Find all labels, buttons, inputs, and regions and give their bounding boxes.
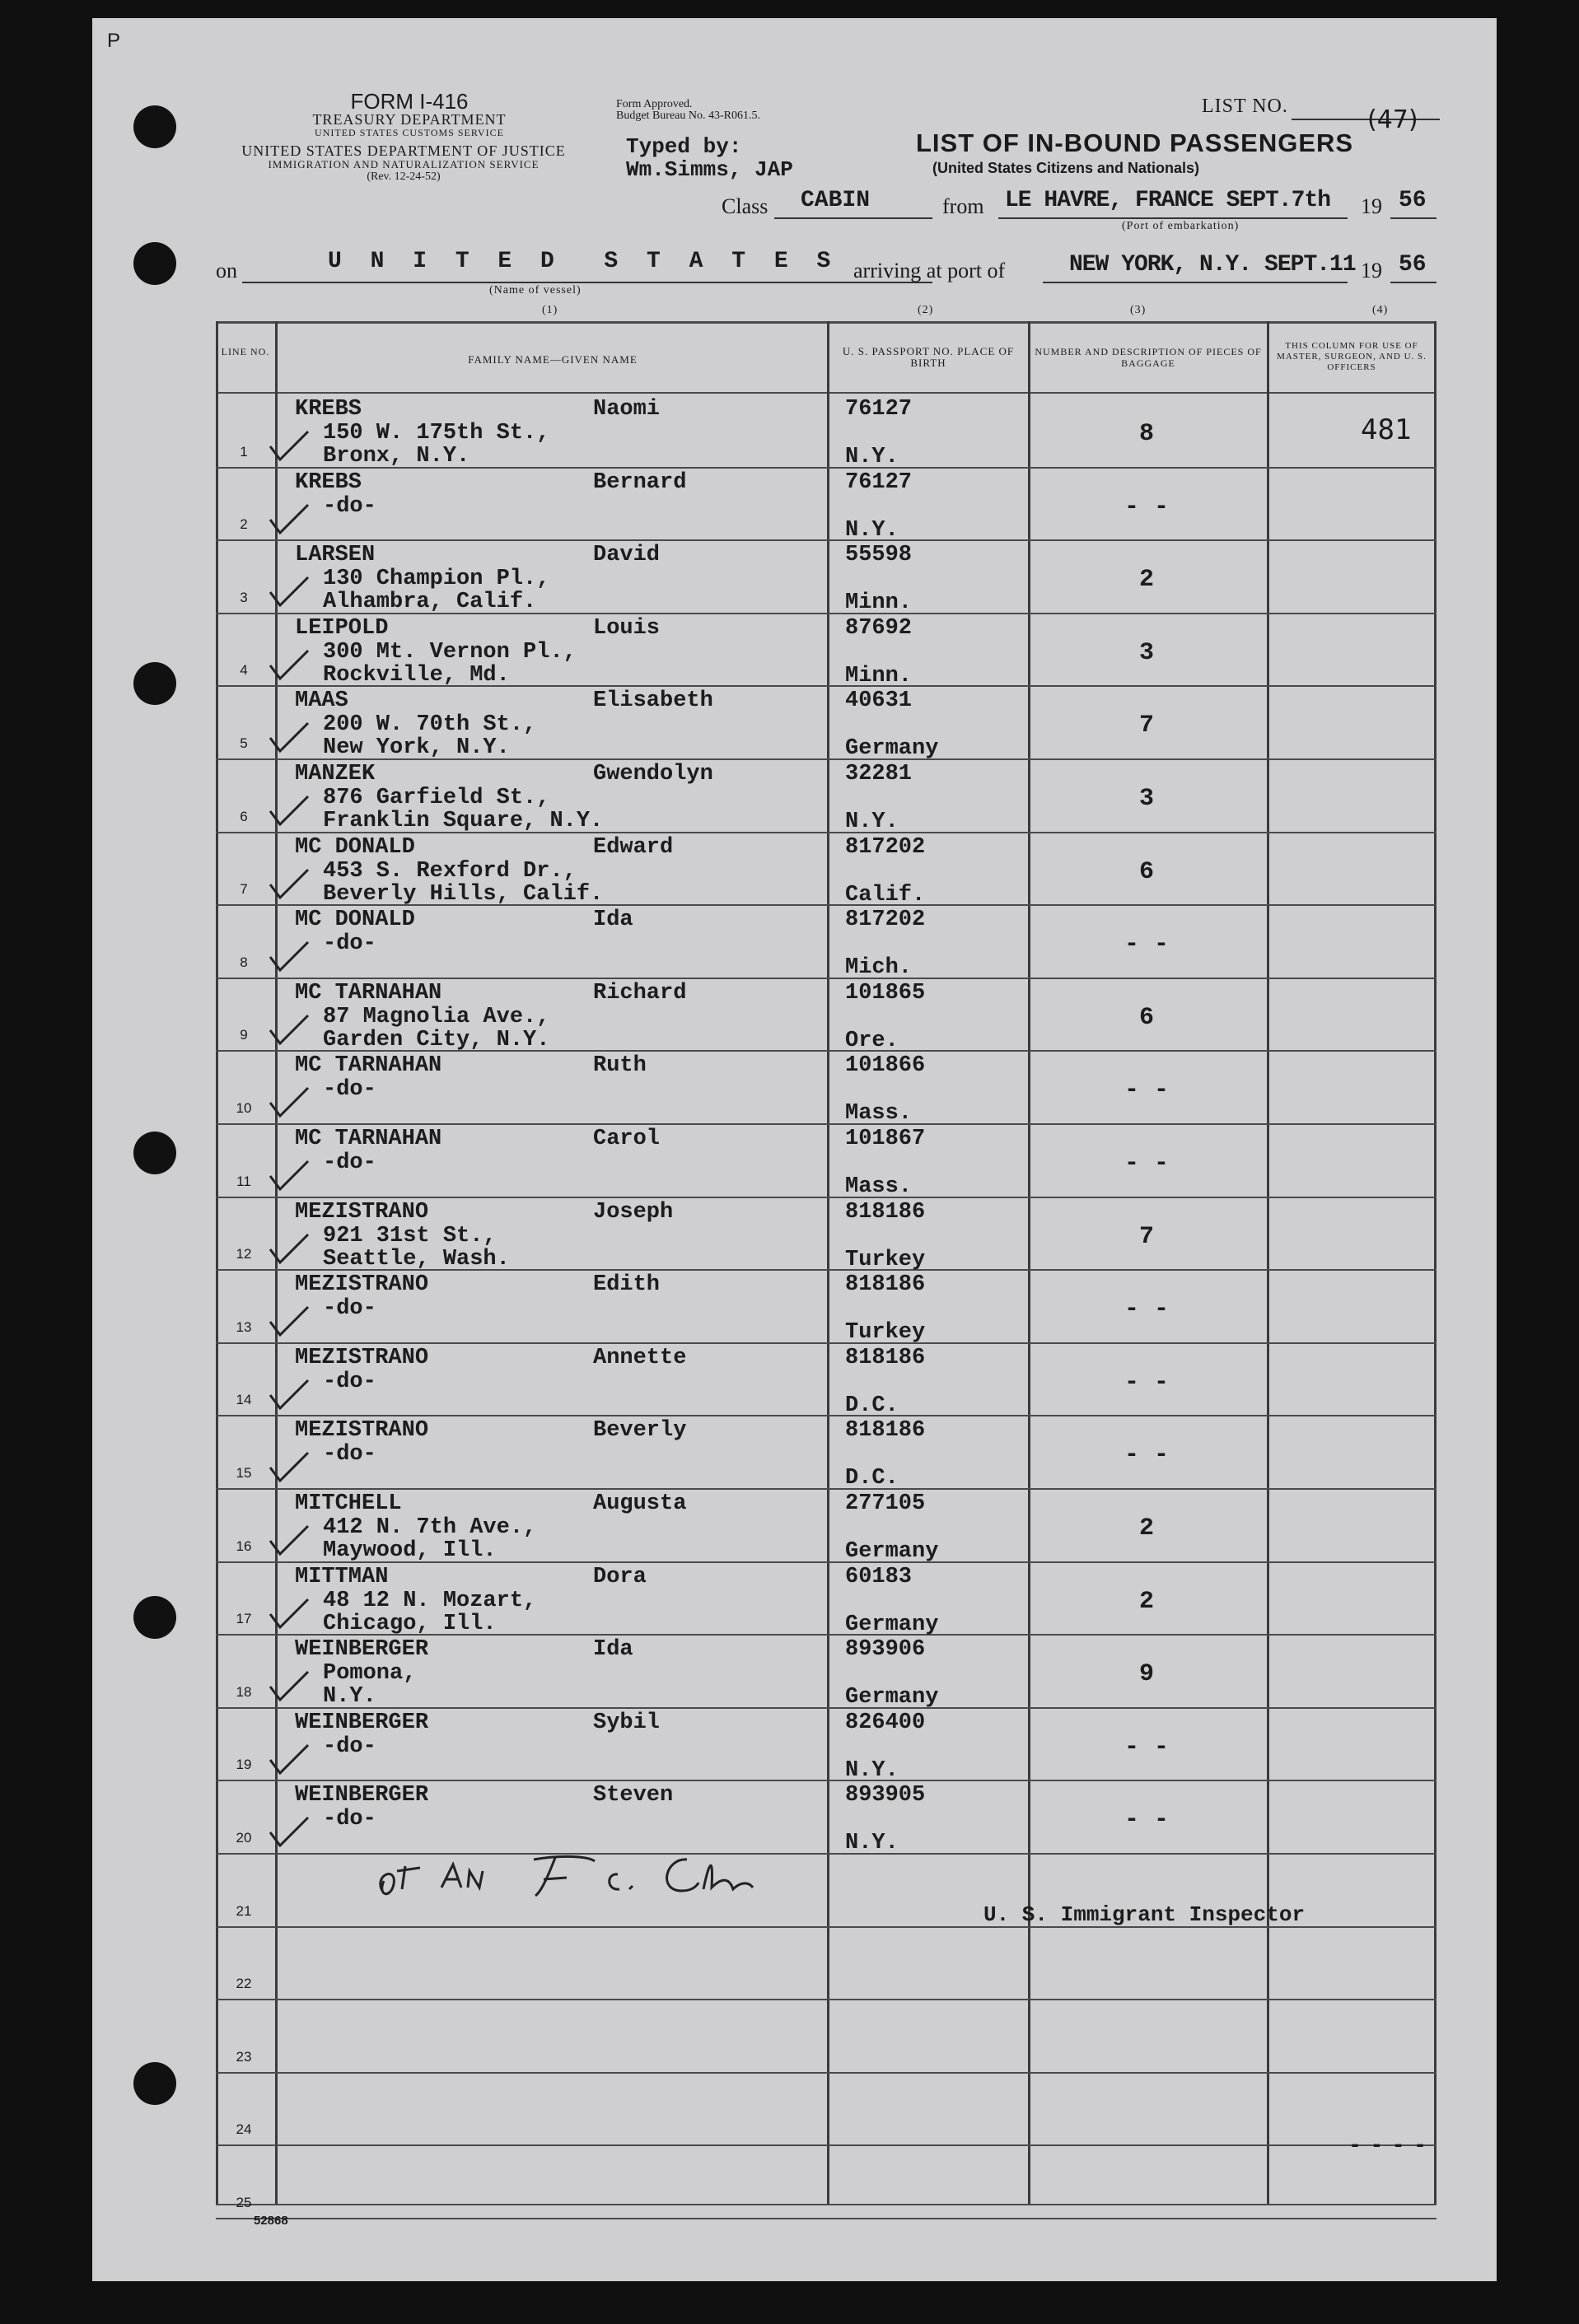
family-name: MC TARNAHAN [295,1127,442,1151]
on-label: on [216,259,237,282]
address-line-1: 130 Champion Pl., [323,567,550,591]
given-name: Ida [593,908,633,932]
column-index-3: (3) [1130,304,1147,316]
col-header-officers: THIS COLUMN FOR USE OF MASTER, SURGEON, AND U. S. OFFICERS [1277,341,1427,372]
family-name: MC DONALD [295,908,415,932]
place-of-birth: Ore. [845,1029,899,1053]
budget-label: Budget Bureau No. 43-R061.5. [616,110,760,122]
justice-block [222,143,585,184]
passport-number: 818186 [845,1272,926,1297]
family-name: WEINBERGER [295,1637,429,1662]
family-name: MITCHELL [295,1491,402,1516]
passport-number: 32281 [845,762,913,786]
place-of-birth: Germany [845,1685,939,1710]
baggage-count: - - [1124,1150,1169,1178]
baggage-count: 2 [1138,566,1154,594]
place-of-birth: N.Y. [845,810,899,834]
family-name: LEIPOLD [295,616,389,641]
passport-number: 101866 [845,1053,926,1078]
arriving-year: 56 [1399,252,1427,278]
checkmark-icon [265,502,311,536]
address-line-1: 453 S. Rexford Dr., [323,859,577,884]
punch-hole [133,1596,176,1639]
passport-number: 101865 [845,981,926,1006]
checkmark-icon [265,1158,311,1192]
family-name: KREBS [295,470,362,495]
given-name: Joseph [593,1200,674,1225]
checkmark-icon [265,428,311,463]
given-name: Naomi [593,397,661,422]
checkmark-icon [265,1668,311,1703]
passport-number: 76127 [845,470,913,495]
checkmark-icon [265,1085,311,1119]
address-line-1: -do- [323,1734,376,1759]
form-approved [616,99,760,122]
checkmark-icon [265,1304,311,1338]
row-separator [216,2144,1437,2146]
given-name: Ida [593,1637,633,1662]
punch-hole [133,242,176,285]
from-year: 56 [1399,188,1427,213]
column-index-1: (1) [542,304,558,316]
address-line-1: -do- [323,1150,376,1175]
address-line-2: New York, N.Y. [323,735,510,760]
given-name: Gwendolyn [593,762,713,786]
baggage-count: 7 [1138,712,1154,740]
address-line-1: 150 W. 175th St., [323,421,550,446]
address-line-1: -do- [323,494,376,519]
baggage-count: 3 [1138,639,1154,667]
checkmark-icon [265,1596,311,1631]
row-separator [216,1415,1437,1416]
family-name: WEINBERGER [295,1710,429,1735]
baggage-count: 8 [1138,420,1154,448]
baggage-count: - - [1124,1806,1169,1834]
address-line-2: Franklin Square, N.Y. [323,809,604,833]
customs-label: UNITED STATES CUSTOMS SERVICE [315,127,504,138]
line-number: 2 [240,516,248,532]
line-number: 7 [240,881,248,897]
baggage-count: - - [1124,1076,1169,1104]
place-of-birth: Turkey [845,1320,926,1345]
checkmark-icon [265,574,311,609]
given-name: Louis [593,616,661,641]
baggage-count: 6 [1138,1004,1154,1032]
family-name: MAAS [295,688,348,713]
place-of-birth: Minn. [845,664,913,688]
family-name: KREBS [295,397,362,422]
line-number: 8 [240,954,248,970]
address-line-1: 876 Garfield St., [323,786,550,810]
line-number: 9 [240,1027,248,1043]
line-number: 4 [240,662,248,678]
arriving-label: arriving at port of [853,259,1006,282]
form-header-block [290,91,529,138]
typed-by-label: Typed by: [626,134,742,159]
baggage-count: - - [1124,1369,1169,1397]
baggage-count: 9 [1138,1660,1154,1688]
from-label: from [942,194,984,218]
place-of-birth: Calif. [845,883,926,908]
from-underline [998,217,1348,219]
passport-number: 40631 [845,688,913,713]
passport-number: 55598 [845,543,913,567]
address-line-2: Chicago, Ill. [323,1612,497,1636]
checkmark-icon [265,720,311,754]
treasury-label: TREASURY DEPARTMENT [312,111,507,128]
row-separator [216,978,1437,979]
address-line-1: 87 Magnolia Ave., [323,1005,550,1029]
given-name: David [593,543,661,567]
line-number: 25 [236,2195,252,2210]
given-name: Beverly [593,1418,687,1443]
passport-number: 818186 [845,1346,926,1370]
checkmark-icon [265,647,311,682]
address-line-1: -do- [323,1807,376,1832]
passport-number: 277105 [845,1491,926,1516]
passport-number: 817202 [845,835,926,860]
given-name: Elisabeth [593,688,713,713]
row-separator [216,1488,1437,1490]
punch-hole [133,105,176,148]
row-separator [216,2072,1437,2074]
address-line-2: Garden City, N.Y. [323,1028,550,1052]
row-separator [216,1197,1437,1198]
given-name: Bernard [593,470,687,495]
arriving-year-prefix: 19 [1361,259,1382,282]
line-number: 6 [240,809,248,824]
address-line-1: 412 N. 7th Ave., [323,1515,537,1540]
line-number: 21 [236,1903,252,1919]
family-name: WEINBERGER [295,1783,429,1808]
place-of-birth: N.Y. [845,518,899,543]
checkmark-icon [265,1742,311,1776]
place-of-birth: D.C. [845,1466,899,1491]
place-of-birth: D.C. [845,1393,899,1418]
class-label: Class [722,194,768,218]
line-number: 11 [236,1174,251,1189]
given-name: Carol [593,1127,661,1151]
column-index-4: (4) [1372,304,1389,316]
typed-by-name: Wm.Simms, JAP [626,157,793,182]
checkmark-icon [265,1449,311,1484]
line-number: 17 [236,1611,252,1626]
address-line-1: -do- [323,1296,376,1321]
passport-number: 87692 [845,616,913,641]
form-number: FORM I-416 [350,89,469,114]
place-of-birth: Germany [845,1539,939,1564]
form-approved-label: Form Approved. [616,98,693,110]
address-line-1: 200 W. 70th St., [323,712,537,737]
place-of-birth: Germany [845,1612,939,1637]
vessel-value: U N I T E D S T A T E S [328,249,839,274]
family-name: MC TARNAHAN [295,981,442,1006]
given-name: Augusta [593,1491,687,1516]
line-number: 13 [236,1319,252,1335]
family-name: MC TARNAHAN [295,1053,442,1078]
punch-hole [133,1132,176,1174]
checkmark-icon [265,1377,311,1412]
baggage-count: - - [1124,1441,1169,1469]
place-of-birth: Mass. [845,1101,913,1126]
name-column-border [827,321,829,2205]
form-subtitle: (United States Citizens and Nationals) [932,160,1200,176]
passport-number: 817202 [845,908,926,932]
baggage-count: 3 [1138,785,1154,813]
given-name: Ruth [593,1053,647,1078]
given-name: Sybil [593,1710,661,1735]
checkmark-icon [265,939,311,973]
table-right-border [1434,321,1437,2205]
place-of-birth: Mass. [845,1174,913,1199]
typed-by-block [626,135,793,181]
arriving-year-underline [1390,282,1437,283]
col-header-line: LINE NO. [221,346,270,357]
arriving-underline [1043,282,1348,283]
line-number: 24 [236,2121,252,2137]
given-name: Richard [593,981,687,1006]
class-value: CABIN [801,188,871,213]
given-name: Annette [593,1346,687,1370]
revision-label: (Rev. 12-24-52) [367,170,441,183]
given-name: Steven [593,1783,674,1808]
line-number: 1 [240,444,248,460]
given-name: Edith [593,1272,661,1297]
row-separator [216,1780,1437,1781]
punch-hole [133,662,176,705]
row-separator [216,539,1437,541]
list-no-value: (47) [1367,105,1418,134]
address-line-1: 48 12 N. Mozart, [323,1589,537,1613]
port-embarkation-caption: (Port of embarkation) [1122,220,1240,232]
from-value: LE HAVRE, FRANCE SEPT.7th [1005,188,1331,213]
family-name: MANZEK [295,762,376,786]
table-top-border [216,321,1437,324]
table-bottom-border [216,2204,1437,2205]
col-header-name: FAMILY NAME—GIVEN NAME [468,353,638,366]
arriving-value: NEW YORK, N.Y. SEPT.11 [1069,252,1356,278]
place-of-birth: Mich. [845,955,913,980]
family-name: MEZISTRANO [295,1418,429,1443]
checkmark-icon [265,1523,311,1557]
address-line-1: -do- [323,931,376,956]
address-line-2: Beverly Hills, Calif. [323,882,604,907]
given-name: Dora [593,1565,647,1589]
family-name: LARSEN [295,543,376,567]
baggage-count: - - [1124,1734,1169,1762]
line-number: 20 [236,1830,252,1846]
form-title: LIST OF IN-BOUND PASSENGERS [916,128,1354,157]
family-name: MC DONALD [295,835,415,860]
baggage-count: 2 [1138,1514,1154,1542]
passport-number: 893906 [845,1637,926,1662]
from-year-prefix: 19 [1361,194,1382,218]
passport-number: 818186 [845,1200,926,1225]
table-left-border [216,321,218,2205]
checkmark-icon [265,1231,311,1266]
footer-code: 52868 [254,2214,288,2228]
row-separator [216,2218,1437,2219]
class-underline [774,217,932,219]
form-sheet [92,18,1497,2281]
place-of-birth: Turkey [845,1248,926,1272]
line-number: 5 [240,735,248,751]
family-name: MEZISTRANO [295,1200,429,1225]
inspector-label: U. S. Immigrant Inspector [983,1902,1306,1927]
address-line-1: -do- [323,1077,376,1102]
passport-number: 101867 [845,1127,926,1151]
column-index-2: (2) [918,304,934,316]
vessel-underline [242,282,932,283]
list-no-label: LIST NO. [1202,96,1288,117]
checkmark-icon [265,1814,311,1849]
address-line-2: Seattle, Wash. [323,1247,510,1272]
passport-number: 818186 [845,1418,926,1443]
vessel-caption: (Name of vessel) [489,284,582,296]
address-line-1: Pomona, [323,1661,417,1686]
place-of-birth: N.Y. [845,1831,899,1855]
family-name: MEZISTRANO [295,1272,429,1297]
address-line-1: 300 Mt. Vernon Pl., [323,640,577,665]
family-name: MEZISTRANO [295,1346,429,1370]
line-number: 15 [236,1465,252,1481]
address-line-1: -do- [323,1442,376,1467]
passport-number: 76127 [845,397,913,422]
line-number: 10 [236,1100,252,1116]
address-line-1: -do- [323,1370,376,1394]
line-number: 23 [236,2049,252,2065]
from-year-underline [1390,217,1437,219]
place-of-birth: Germany [845,736,939,761]
address-line-2: Bronx, N.Y. [323,444,470,469]
line-number: 19 [236,1757,252,1772]
line-number: 3 [240,590,248,605]
row-separator [216,1123,1437,1125]
baggage-count: 6 [1138,858,1154,886]
justice-label: UNITED STATES DEPARTMENT OF JUSTICE [241,142,566,159]
place-of-birth: Minn. [845,590,913,615]
line-number: 22 [236,1976,252,1991]
given-name: Edward [593,835,674,860]
address-line-2: Rockville, Md. [323,663,510,688]
line-number: 14 [236,1392,252,1407]
row-separator [216,1342,1437,1344]
passport-number: 893905 [845,1783,926,1808]
address-line-2: N.Y. [323,1684,376,1709]
table-header-bottom [216,392,1437,394]
officer-note: 481 [1361,413,1412,446]
family-name: MITTMAN [295,1565,389,1589]
address-line-1: 921 31st St., [323,1224,497,1248]
handwritten-signature [372,1841,817,1907]
address-line-2: Maywood, Ill. [323,1538,497,1563]
address-line-2: Alhambra, Calif. [323,590,537,614]
baggage-count: - - [1124,1295,1169,1323]
checkmark-icon [265,793,311,828]
row-separator [216,1707,1437,1709]
baggage-count: 7 [1138,1223,1154,1251]
row-separator [216,1999,1437,2000]
col-header-passport: U. S. PASSPORT NO. PLACE OF BIRTH [842,345,1015,369]
passport-number: 60183 [845,1565,913,1589]
ins-label: IMMIGRATION AND NATURALIZATION SERVICE [268,158,540,170]
passport-number: 826400 [845,1710,926,1735]
line-number: 18 [236,1684,252,1700]
baggage-count: - - [1124,493,1169,521]
line-number: 16 [236,1538,252,1554]
scan-mark: - - - - [1351,2133,1427,2156]
place-of-birth: N.Y. [845,1758,899,1783]
baggage-count: 2 [1138,1588,1154,1616]
checkmark-icon [265,866,311,901]
punch-hole [133,2062,176,2105]
checkmark-icon [265,1012,311,1047]
place-of-birth: N.Y. [845,445,899,469]
line-number: 12 [236,1246,252,1262]
col-header-baggage: NUMBER AND DESCRIPTION OF PIECES OF BAGGAGE [1035,346,1262,369]
baggage-count: - - [1124,931,1169,959]
corner-mark: P [107,30,121,52]
